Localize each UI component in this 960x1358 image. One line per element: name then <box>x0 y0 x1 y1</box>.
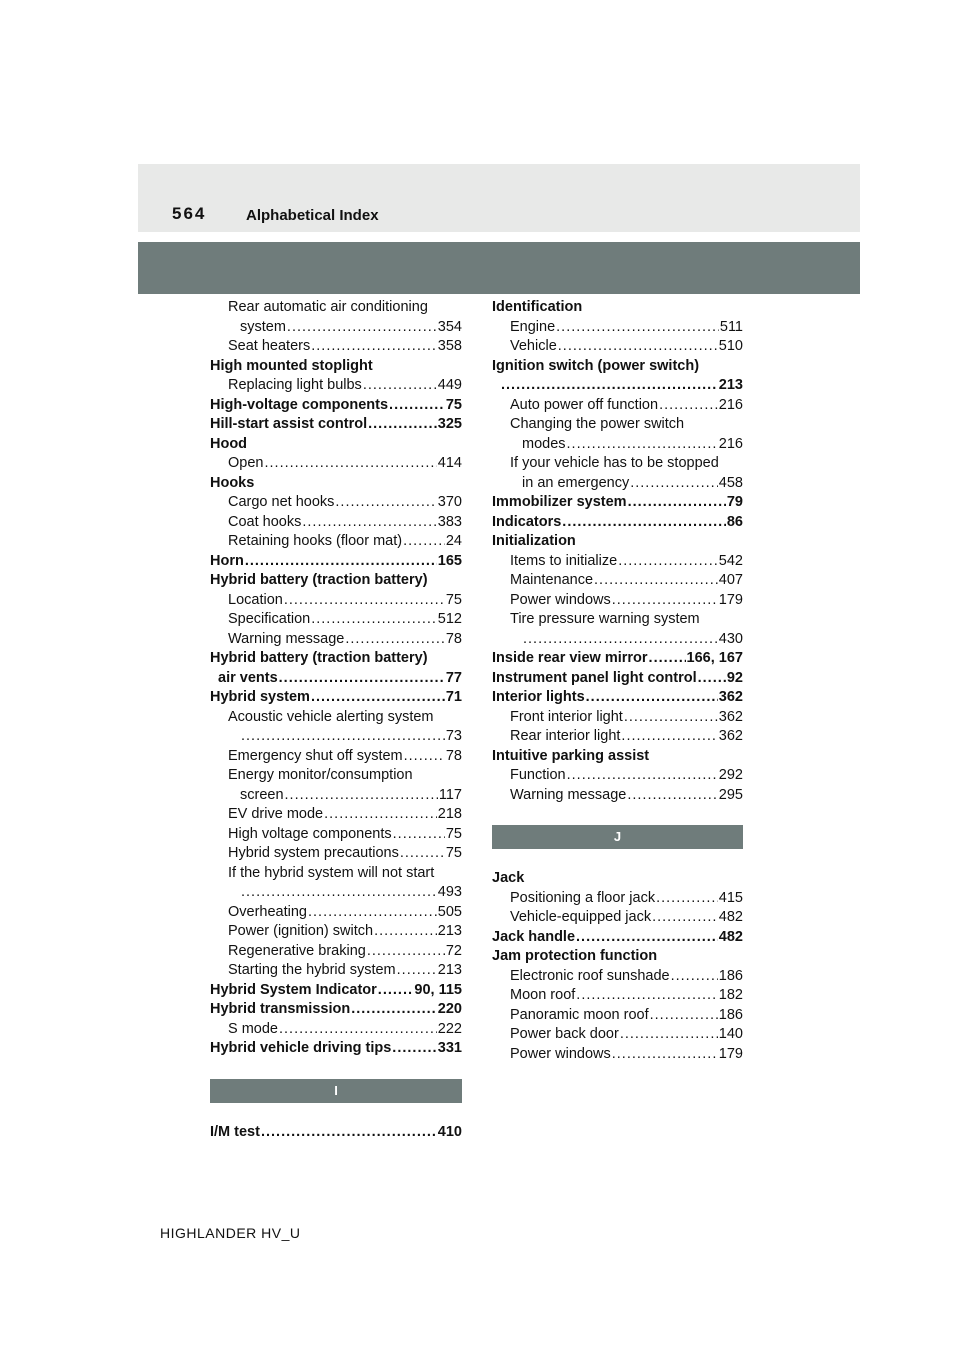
entry-label: Hybrid system precautions <box>228 845 399 861</box>
page-reference: 354 <box>437 318 462 335</box>
index-subentry <box>210 786 462 806</box>
dot-leader <box>501 376 718 396</box>
index-entry <box>210 1000 462 1020</box>
index-subentry <box>492 610 743 630</box>
entry-label: modes <box>522 435 566 452</box>
dot-leader <box>403 532 445 552</box>
dot-leader <box>621 727 717 747</box>
index-subentry <box>210 337 462 357</box>
entry-label: Hooks <box>210 474 255 491</box>
index-subentry <box>210 747 462 767</box>
dot-leader <box>567 435 718 455</box>
entry-label: Function <box>510 767 566 783</box>
dot-leader <box>523 630 718 650</box>
page-reference: 166, 167 <box>686 650 743 666</box>
page-reference: 415 <box>718 889 743 906</box>
footer-model-name: HIGHLANDER HV_U <box>160 1225 301 1241</box>
dot-leader <box>628 493 726 513</box>
index-entry <box>492 747 743 767</box>
index-subentry <box>210 922 462 942</box>
dot-leader <box>627 786 717 806</box>
entry-label: Changing the power switch <box>510 416 685 432</box>
page-reference: 165 <box>437 552 462 569</box>
page-reference: 505 <box>437 903 462 920</box>
index-entry <box>210 688 462 708</box>
index-subentry <box>210 825 462 845</box>
index-subentry <box>492 454 743 474</box>
index-entry <box>210 396 462 416</box>
entry-label: I/M test <box>210 1123 260 1140</box>
entry-label: Auto power off function <box>510 396 659 413</box>
dot-leader <box>567 766 718 786</box>
section-title: Alphabetical Index <box>246 207 379 224</box>
index-subentry <box>492 337 743 357</box>
dot-leader <box>245 552 437 572</box>
page-reference: 182 <box>718 987 743 1003</box>
dot-leader <box>392 1039 437 1059</box>
entry-label: Warning message <box>228 630 345 647</box>
entry-label: Front interior light <box>510 708 623 725</box>
page-reference: 383 <box>437 513 462 530</box>
page-reference: 24 <box>445 533 462 549</box>
index-subentry <box>492 415 743 435</box>
dot-leader <box>620 1025 718 1045</box>
page-reference: 216 <box>718 435 743 452</box>
index-entry <box>492 532 743 552</box>
index-subentry <box>210 591 462 611</box>
entry-label: in an emergency <box>522 474 630 491</box>
page-reference: 75 <box>445 825 462 842</box>
index-entry <box>210 474 462 494</box>
entry-label: Rear automatic air conditioning <box>228 299 428 315</box>
entry-label: Warning message <box>510 786 627 803</box>
entry-label: Jam protection function <box>492 948 658 964</box>
page-reference: 78 <box>445 747 462 764</box>
page-reference: 78 <box>445 630 462 647</box>
page-reference: 75 <box>445 845 462 861</box>
index-entry <box>210 649 462 669</box>
index-subentry <box>492 708 743 728</box>
page-reference: 325 <box>437 416 462 432</box>
entry-label: Maintenance <box>510 572 594 588</box>
page-reference: 220 <box>437 1001 462 1017</box>
page-reference: 449 <box>437 377 462 393</box>
page-reference: 222 <box>437 1020 462 1037</box>
entry-label: S mode <box>228 1020 278 1037</box>
page-reference: 362 <box>718 728 743 744</box>
page-reference: 458 <box>718 474 743 491</box>
index-entry <box>210 435 462 455</box>
entry-label: Electronic roof sunshade <box>510 967 670 984</box>
page-reference: 510 <box>718 338 743 354</box>
entry-label: Horn <box>210 552 244 569</box>
index-entry <box>210 571 462 591</box>
entry-label: Power windows <box>510 1045 611 1062</box>
index-entry <box>210 1123 462 1143</box>
page-reference: 358 <box>437 338 462 354</box>
page-reference: 213 <box>437 962 462 978</box>
entry-label: If your vehicle has to be stopped <box>510 455 719 471</box>
page-reference: 140 <box>718 1026 743 1042</box>
entry-label: Seat heaters <box>228 338 311 354</box>
index-entry <box>492 928 743 948</box>
entry-label: Vehicle-equipped jack <box>510 909 652 925</box>
entry-label: Regenerative braking <box>228 942 366 959</box>
dot-leader <box>285 786 438 806</box>
entry-label: Cargo net hooks <box>228 494 335 510</box>
index-subentry <box>492 786 743 806</box>
entry-label: Hill-start assist control <box>210 416 368 432</box>
dot-leader <box>368 415 437 435</box>
page-reference: 511 <box>719 318 743 335</box>
entry-label: Engine <box>510 318 556 335</box>
entry-label: Hood <box>210 435 248 452</box>
dot-leader <box>279 669 445 689</box>
index-entry <box>210 552 462 572</box>
entry-label: Power windows <box>510 591 611 608</box>
dot-leader <box>624 708 718 728</box>
index-subentry <box>492 766 743 786</box>
index-entry <box>210 1039 462 1059</box>
index-subentry <box>492 727 743 747</box>
dot-leader <box>630 474 718 494</box>
page-reference: 77 <box>445 669 462 686</box>
entry-label: Inside rear view mirror <box>492 650 648 666</box>
dot-leader <box>335 493 436 513</box>
index-letter-heading: I <box>210 1079 462 1103</box>
page-reference: 370 <box>437 494 462 510</box>
index-entry <box>492 357 743 377</box>
index-entry <box>492 298 743 318</box>
index-subentry <box>492 1025 743 1045</box>
dot-leader <box>367 942 445 962</box>
dot-leader <box>656 889 718 909</box>
entry-label: EV drive mode <box>228 806 324 822</box>
entry-label: High mounted stoplight <box>210 357 373 374</box>
index-entry <box>210 357 462 377</box>
entry-label: Power (ignition) switch <box>228 923 374 939</box>
entry-label: Hybrid System Indicator <box>210 981 377 998</box>
entry-label: Acoustic vehicle alerting system <box>228 708 434 725</box>
index-column-left <box>210 298 462 1142</box>
entry-label: Rear interior light <box>510 728 621 744</box>
entry-label: Coat hooks <box>228 513 302 530</box>
index-subentry <box>210 844 462 864</box>
entry-label: Instrument panel light control <box>492 669 697 686</box>
entry-label: system <box>240 318 286 335</box>
entry-label: air vents <box>218 669 278 686</box>
entry-label: Items to initialize <box>510 552 618 569</box>
dot-leader <box>311 337 437 357</box>
dot-leader <box>618 552 718 572</box>
dot-leader <box>279 1020 437 1040</box>
index-subentry <box>492 1045 743 1065</box>
page-reference: 512 <box>437 611 462 627</box>
dot-leader <box>241 883 437 903</box>
page-number: 564 <box>172 204 207 223</box>
index-entry <box>492 947 743 967</box>
dot-leader <box>397 961 437 981</box>
entry-label: Initialization <box>492 533 576 549</box>
index-subentry <box>210 376 462 396</box>
dot-leader <box>261 1123 437 1143</box>
index-subentry <box>492 552 743 572</box>
page-reference: 430 <box>718 630 743 647</box>
entry-label: Immobilizer system <box>492 494 627 510</box>
index-subentry <box>210 454 462 474</box>
dot-leader <box>389 396 445 416</box>
page-reference: 86 <box>726 513 743 530</box>
dot-leader <box>576 986 718 1006</box>
entry-label: Hybrid battery (traction battery) <box>210 572 428 588</box>
index-entry <box>210 415 462 435</box>
entry-label: Specification <box>228 611 311 627</box>
page-reference: 179 <box>718 591 743 608</box>
index-subentry <box>492 435 743 455</box>
dot-leader <box>594 571 718 591</box>
index-subentry <box>210 942 462 962</box>
page-reference: 493 <box>437 884 462 900</box>
dot-leader <box>284 591 445 611</box>
page-reference: 218 <box>437 806 462 822</box>
header-band <box>138 242 860 294</box>
page-reference: 216 <box>718 396 743 413</box>
entry-label: Overheating <box>228 903 307 920</box>
dot-leader <box>650 1006 718 1026</box>
entry-label: Jack <box>492 870 525 886</box>
page-reference: 482 <box>718 909 743 925</box>
entry-label: High voltage components <box>228 825 392 842</box>
dot-leader <box>586 688 718 708</box>
entry-label: High-voltage components <box>210 396 389 413</box>
index-subentry <box>210 318 462 338</box>
entry-label: Retaining hooks (floor mat) <box>228 533 403 549</box>
dot-leader <box>351 1000 437 1020</box>
index-subentry <box>210 805 462 825</box>
index-subentry <box>492 630 743 650</box>
index-entry <box>492 649 743 669</box>
entry-label: Energy monitor/consumption <box>228 767 413 783</box>
entry-label: Identification <box>492 299 583 315</box>
entry-label: Vehicle <box>510 338 557 354</box>
index-subentry <box>492 396 743 416</box>
page-reference: 75 <box>445 591 462 608</box>
dot-leader <box>649 649 686 669</box>
page-reference: 72 <box>445 942 462 959</box>
index-subentry <box>210 708 462 728</box>
page-reference: 117 <box>438 786 462 803</box>
index-subentry <box>210 766 462 786</box>
index-entry <box>210 981 462 1001</box>
dot-leader <box>374 922 437 942</box>
dot-leader <box>404 747 445 767</box>
entry-label: Panoramic moon roof <box>510 1006 649 1023</box>
entry-label: Intuitive parking assist <box>492 747 650 764</box>
entry-label: Positioning a floor jack <box>510 889 656 906</box>
index-subentry <box>492 1006 743 1026</box>
entry-label: Power back door <box>510 1026 619 1042</box>
dot-leader <box>659 396 718 416</box>
dot-leader <box>264 454 436 474</box>
page-reference: 79 <box>726 494 743 510</box>
entry-label: Emergency shut off system <box>228 747 403 764</box>
dot-leader <box>345 630 445 650</box>
index-subentry <box>492 967 743 987</box>
index-subentry <box>210 298 462 318</box>
dot-leader <box>287 318 437 338</box>
index-entry <box>492 688 743 708</box>
dot-leader <box>302 513 436 533</box>
entry-label: Ignition switch (power switch) <box>492 357 700 374</box>
index-subentry <box>210 961 462 981</box>
page-reference: 410 <box>437 1123 462 1140</box>
entry-label: Indicators <box>492 513 562 530</box>
entry-label: Location <box>228 591 283 608</box>
dot-leader <box>311 610 437 630</box>
dot-leader <box>671 967 718 987</box>
index-column-right <box>492 298 743 1064</box>
index-subentry <box>210 1020 462 1040</box>
entry-label: screen <box>240 786 284 803</box>
index-entry <box>492 513 743 533</box>
dot-leader <box>562 513 726 533</box>
index-letter-heading: J <box>492 825 743 849</box>
entry-label: Hybrid vehicle driving tips <box>210 1040 392 1056</box>
page-reference: 331 <box>437 1040 462 1056</box>
page-reference: 179 <box>718 1045 743 1062</box>
index-entry <box>492 869 743 889</box>
entry-label: Hybrid transmission <box>210 1001 351 1017</box>
entry-label: Hybrid battery (traction battery) <box>210 650 428 666</box>
dot-leader <box>698 669 726 689</box>
entry-label: Jack handle <box>492 928 576 945</box>
index-subentry <box>210 727 462 747</box>
page-reference: 186 <box>718 967 743 984</box>
page-reference: 292 <box>718 767 743 783</box>
entry-label: Starting the hybrid system <box>228 962 396 978</box>
page-reference: 482 <box>718 928 743 945</box>
index-entry <box>492 493 743 513</box>
page-reference: 407 <box>718 572 743 588</box>
dot-leader <box>652 908 718 928</box>
index-subentry <box>210 864 462 884</box>
dot-leader <box>378 981 414 1001</box>
page-reference: 92 <box>726 669 743 686</box>
dot-leader <box>311 688 445 708</box>
entry-label: Hybrid system <box>210 689 310 705</box>
entry-label: Tire pressure warning system <box>510 611 700 627</box>
page-reference: 75 <box>445 396 462 413</box>
page-reference: 73 <box>445 728 462 744</box>
page-reference: 71 <box>445 689 462 705</box>
index-subentry <box>210 513 462 533</box>
dot-leader <box>393 825 445 845</box>
page-reference: 295 <box>718 786 743 803</box>
index-subentry <box>492 591 743 611</box>
dot-leader <box>241 727 445 747</box>
index-subentry <box>492 474 743 494</box>
page-reference: 213 <box>437 923 462 939</box>
index-subentry <box>492 571 743 591</box>
index-subentry <box>210 493 462 513</box>
page-reference: 90, 115 <box>414 981 462 998</box>
index-subentry <box>210 630 462 650</box>
page-reference: 362 <box>718 689 743 705</box>
index-subentry <box>210 903 462 923</box>
entry-label: Moon roof <box>510 987 576 1003</box>
entry-label: If the hybrid system will not start <box>228 864 435 881</box>
index-subentry <box>492 318 743 338</box>
entry-label: Open <box>228 455 264 471</box>
page-reference: 414 <box>437 455 462 471</box>
dot-leader <box>556 318 719 338</box>
index-subentry <box>210 883 462 903</box>
dot-leader <box>400 844 445 864</box>
page-reference: 213 <box>718 377 743 393</box>
index-subentry <box>210 669 462 689</box>
entry-label: Interior lights <box>492 689 585 705</box>
index-subentry <box>492 986 743 1006</box>
dot-leader <box>576 928 718 948</box>
index-subentry <box>210 532 462 552</box>
page-reference: 186 <box>718 1006 743 1023</box>
index-subentry <box>492 889 743 909</box>
dot-leader <box>324 805 437 825</box>
page-reference: 542 <box>718 552 743 569</box>
index-subentry <box>492 908 743 928</box>
dot-leader <box>558 337 718 357</box>
index-subentry <box>210 610 462 630</box>
dot-leader <box>363 376 437 396</box>
dot-leader <box>612 591 718 611</box>
dot-leader <box>612 1045 718 1065</box>
dot-leader <box>308 903 437 923</box>
entry-label: Replacing light bulbs <box>228 377 362 393</box>
page-reference: 362 <box>718 708 743 725</box>
index-entry <box>492 669 743 689</box>
index-subentry <box>492 376 743 396</box>
